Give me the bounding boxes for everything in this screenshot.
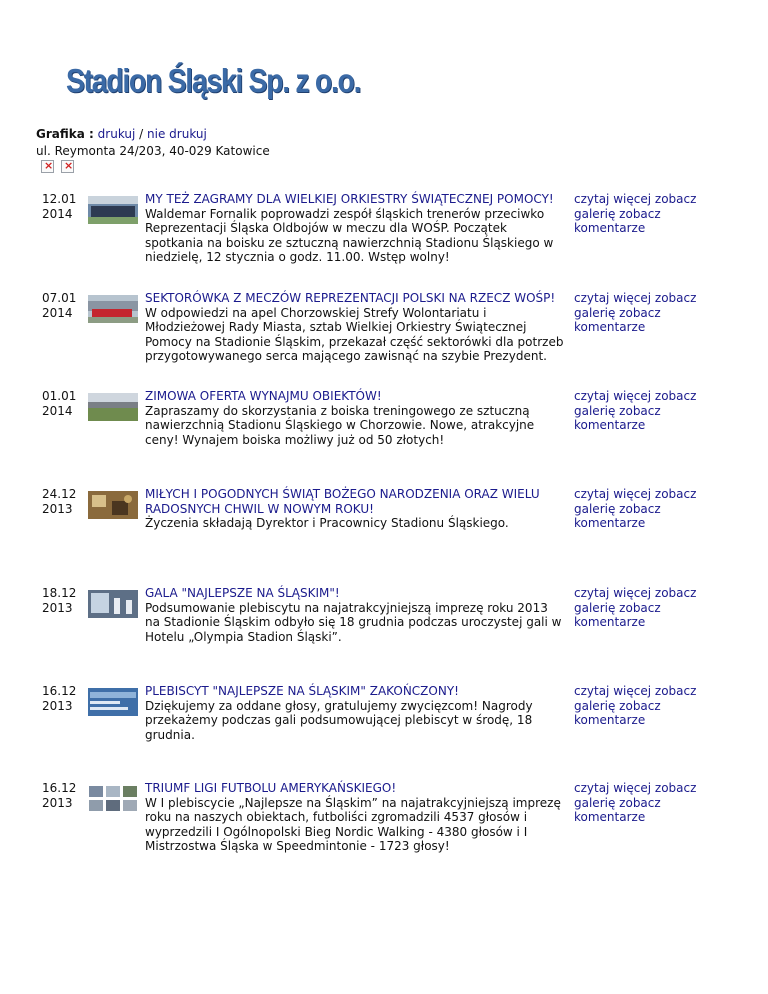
news-links xyxy=(574,192,734,236)
read-more-link[interactable]: czytaj więcej xyxy=(574,389,652,403)
news-date-day: 16.12 xyxy=(42,781,77,795)
news-description: Podsumowanie plebiscytu na najatrakcyjniejszą imprezę roku 2013 na Stadionie Śląskim odbyło się 18 grudnia podczas uroczystej gali w Hotelu „Olympia Stadion Śląski”. xyxy=(145,600,562,644)
news-links xyxy=(574,487,734,531)
news-date-day: 01.01 xyxy=(42,389,77,403)
gallery-link[interactable]: zobacz galerię xyxy=(574,487,697,516)
comments-link[interactable]: zobacz komentarze xyxy=(574,403,661,432)
news-thumbnail-collage[interactable] xyxy=(88,785,138,813)
news-date-day: 16.12 xyxy=(42,684,77,698)
gallery-link[interactable]: zobacz galerię xyxy=(574,781,697,810)
print-separator: / xyxy=(139,127,144,141)
news-description: W I plebiscycie „Najlepsze na Śląskim” na najatrakcyjniejszą imprezę roku na naszych obiektach, futboliści zgromadzili 4537 głosów i wyprzedzili I Ogólnopolski Bieg Nordic Walking - 4380 głosów i I Mistrzostwa Śląska w Speedmintonie - 1723 głosy! xyxy=(145,795,561,853)
grafika-label: Grafika : xyxy=(36,127,94,141)
print-link[interactable]: drukuj xyxy=(97,127,136,141)
gallery-link[interactable]: zobacz galerię xyxy=(574,291,697,320)
news-date xyxy=(42,192,82,221)
news-links xyxy=(574,586,734,630)
news-title[interactable]: MIŁYCH I POGODNYCH ŚWIĄT BOŻEGO NARODZENIA ORAZ WIELU RADOSNYCH CHWIL W NOWYM ROKU! xyxy=(145,487,540,516)
news-description: Dziękujemy za oddane głosy, gratulujemy zwycięzcom! Nagrody przekażemy podczas gali podsumowującej plebiscyt w środę, 18 grudnia. xyxy=(145,698,533,742)
broken-image-icon: × xyxy=(41,160,54,173)
read-more-link[interactable]: czytaj więcej xyxy=(574,586,652,600)
news-thumbnail-pitch[interactable] xyxy=(88,393,138,421)
comments-link[interactable]: zobacz komentarze xyxy=(574,305,661,334)
news-thumbnail-christmas[interactable] xyxy=(88,491,138,519)
news-title[interactable]: TRIUMF LIGI FUTBOLU AMERYKAŃSKIEGO! xyxy=(145,781,397,795)
news-item xyxy=(0,192,768,290)
gallery-link[interactable]: zobacz galerię xyxy=(574,586,697,615)
comments-link[interactable]: zobacz komentarze xyxy=(574,206,661,235)
address: ul. Reymonta 24/203, 40-029 Katowice xyxy=(36,144,270,158)
news-description: Waldemar Fornalik poprowadzi zespół śląskich trenerów przeciwko Reprezentacji Śląska Oldbojów w meczu dla WOŚP. Początek spotkania na boisku ze sztuczną nawierzchnią Stadionu Śląskiego w niedzielę, 12 stycznia o godz. 11.00. Wstęp wolny! xyxy=(145,206,554,264)
news-links xyxy=(574,684,734,728)
news-links xyxy=(574,389,734,433)
news-date-day: 07.01 xyxy=(42,291,77,305)
news-item xyxy=(0,389,768,487)
news-date xyxy=(42,586,82,615)
news-date xyxy=(42,684,82,713)
news-title[interactable]: ZIMOWA OFERTA WYNAJMU OBIEKTÓW! xyxy=(145,389,382,403)
news-links xyxy=(574,781,734,825)
gallery-link[interactable]: zobacz galerię xyxy=(574,684,697,713)
comments-link[interactable]: zobacz komentarze xyxy=(574,795,661,824)
news-item xyxy=(0,684,768,782)
news-date-year: 2014 xyxy=(42,206,73,221)
news-description: Życzenia składają Dyrektor i Pracownicy Stadionu Śląskiego. xyxy=(145,516,509,530)
news-date xyxy=(42,389,82,418)
news-date-day: 12.01 xyxy=(42,192,77,206)
news-thumbnail-plebiscite[interactable] xyxy=(88,688,138,716)
news-title[interactable]: GALA "NAJLEPSZE NA ŚLĄSKIM"! xyxy=(145,586,340,600)
news-date xyxy=(42,291,82,320)
comments-link[interactable]: zobacz komentarze xyxy=(574,600,661,629)
news-item xyxy=(0,487,768,585)
news-description: W odpowiedzi na apel Chorzowskiej Strefy Wolontariatu i Młodzieżowej Rady Miasta, sztab Wielkiej Orkiestry Świątecznej Pomocy na Stadionie Śląskim, przekazał część sektorówki dla potrzeb przygotowywanego serca mającego zawisnąć na szybie Prezydent. xyxy=(145,305,564,363)
print-options xyxy=(36,126,270,143)
news-title[interactable]: SEKTORÓWKA Z MECZÓW REPREZENTACJI POLSKI NA RZECZ WOŚP! xyxy=(145,291,556,305)
comments-link[interactable]: zobacz komentarze xyxy=(574,501,661,530)
news-thumbnail-team-photo[interactable] xyxy=(88,196,138,224)
news-date-day: 24.12 xyxy=(42,487,77,501)
header-meta xyxy=(36,126,270,160)
read-more-link[interactable]: czytaj więcej xyxy=(574,487,652,501)
read-more-link[interactable]: czytaj więcej xyxy=(574,781,652,795)
news-date-day: 18.12 xyxy=(42,586,77,600)
comments-link[interactable]: zobacz komentarze xyxy=(574,698,661,727)
news-date-year: 2013 xyxy=(42,600,73,615)
news-links xyxy=(574,291,734,335)
gallery-link[interactable]: zobacz galerię xyxy=(574,192,697,221)
news-date xyxy=(42,781,82,810)
read-more-link[interactable]: czytaj więcej xyxy=(574,684,652,698)
news-thumbnail-stadium-banner[interactable] xyxy=(88,295,138,323)
news-item xyxy=(0,291,768,389)
broken-image-icon: × xyxy=(61,160,74,173)
site-logo[interactable]: Stadion Śląski Sp. z o.o. xyxy=(66,62,361,99)
news-date-year: 2014 xyxy=(42,305,73,320)
news-description: Zapraszamy do skorzystania z boiska treningowego ze sztuczną nawierzchnią Stadionu Śląskiego w Chorzowie. Nowe, atrakcyjne ceny! Wynajem boiska możliwy już od 50 złotych! xyxy=(145,403,535,447)
news-date-year: 2013 xyxy=(42,795,73,810)
no-print-link[interactable]: nie drukuj xyxy=(147,127,207,141)
news-thumbnail-gala[interactable] xyxy=(88,590,138,618)
news-title[interactable]: MY TEŻ ZAGRAMY DLA WIELKIEJ ORKIESTRY ŚWIĄTECZNEJ POMOCY! xyxy=(145,192,554,206)
news-title[interactable]: PLEBISCYT "NAJLEPSZE NA ŚLĄSKIM" ZAKOŃCZONY! xyxy=(145,684,459,698)
read-more-link[interactable]: czytaj więcej xyxy=(574,291,652,305)
news-item xyxy=(0,781,768,879)
news-date-year: 2013 xyxy=(42,501,73,516)
gallery-link[interactable]: zobacz galerię xyxy=(574,389,697,418)
news-date xyxy=(42,487,82,516)
read-more-link[interactable]: czytaj więcej xyxy=(574,192,652,206)
news-item xyxy=(0,586,768,684)
news-date-year: 2013 xyxy=(42,698,73,713)
news-date-year: 2014 xyxy=(42,403,73,418)
